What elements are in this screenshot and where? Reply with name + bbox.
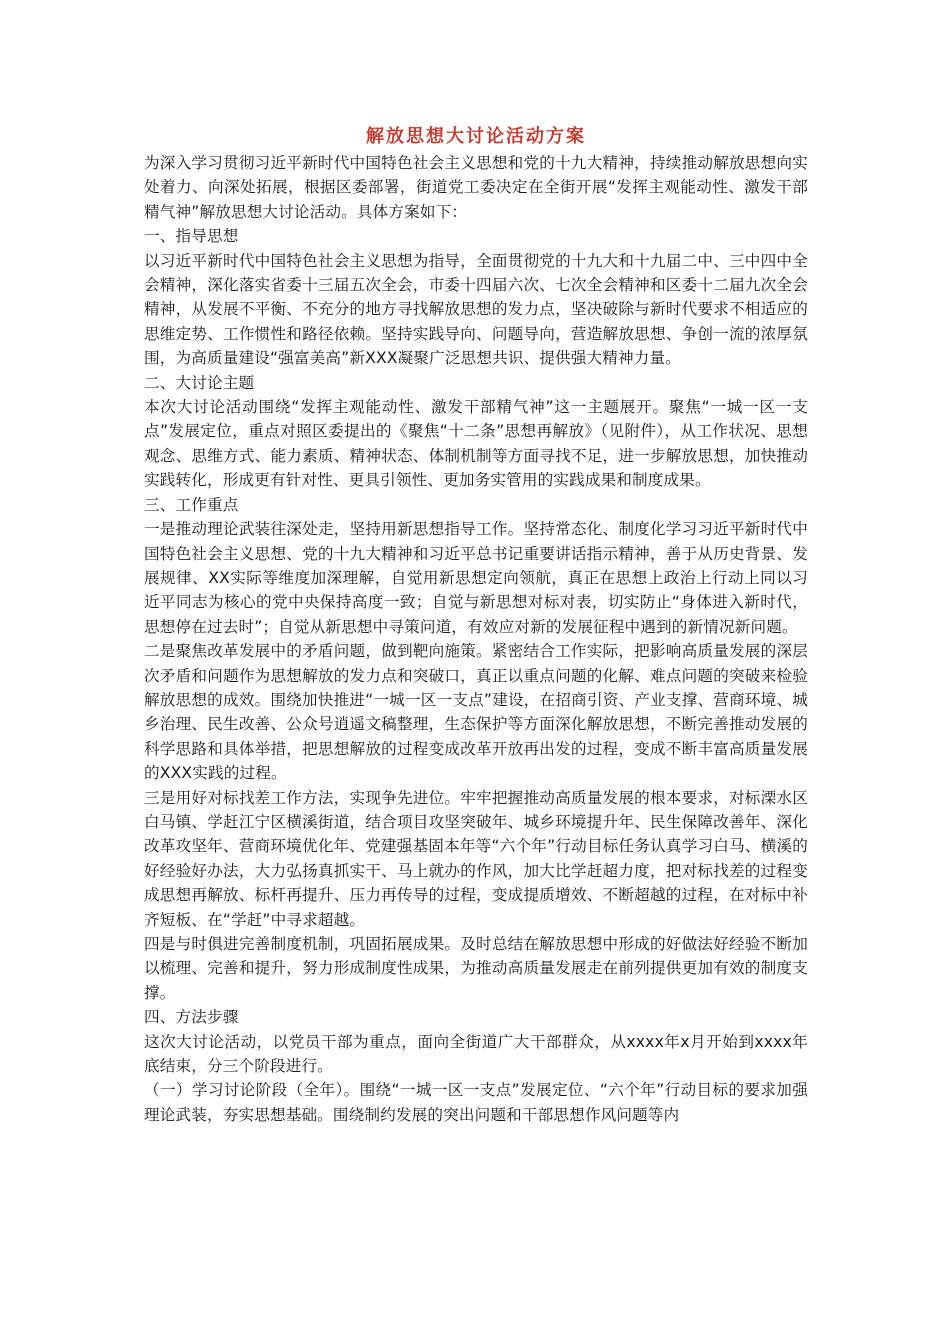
section-paragraph: 以习近平新时代中国特色社会主义思想为指导，全面贯彻党的十九大和十九届二中、三中四中全会精神，深化落实省委十三届五次全会，市委十四届六次、七次全会精神和区委十二届九次全会精神，从发展不平衡、不充分的地方寻找解放思想的发力点，坚决破除与新时代要求不相适应的思维定势、工作惯性和路径依赖。坚持实践导向、问题导向，营造解放思想、争创一流的浓厚氛围，为高质量建设“强富美高”新XXX凝聚广泛思想共识、提供强大精神力量。 [144,251,808,368]
section-method-steps [144,1005,808,1127]
intro-paragraph: 为深入学习贯彻习近平新时代中国特色社会主义思想和党的十九大精神，持续推动解放思想向实处着力、向深处拓展，根据区委部署，街道党工委决定在全街开展“发挥主观能动性、激发干部精气神”解放思想大讨论活动。具体方案如下： [144,154,808,221]
section-heading: 三、工作重点 [144,495,239,514]
section-paragraph: 三是用好对标找差工作方法，实现争先进位。牢牢把握推动高质量发展的根本要求，对标溧水区白马镇、学赶江宁区横溪街道，结合项目攻坚突破年、城乡环境提升年、民生保障改善年、深化改革攻坚年、营商环境优化年、党建强基固本年等“六个年”行动目标任务认真学习白马、横溪的好经验好办法，大力弘扬真抓实干、马上就办的作风，加大比学赶超力度，把对标找差的过程变成思想再解放、标杆再提升、压力再传导的过程，变成提质增效、不断超越的过程，在对标中补齐短板、在“学赶”中寻求超越。 [144,788,808,929]
section-paragraph: （一）学习讨论阶段（全年）。围绕“一城一区一支点”发展定位、“六个年”行动目标的要求加强理论武装，夯实思想基础。围绕制约发展的突出问题和干部思想作风问题等内 [144,1081,808,1124]
section-guiding-thought [144,224,808,370]
document-page [144,123,808,1127]
section-paragraph: 这次大讨论活动，以党员干部为重点，面向全街道广大干部群众，从xxxx年x月开始到xxxx年底结束，分三个阶段进行。 [144,1032,808,1076]
section-heading: 四、方法步骤 [144,1008,239,1027]
section-paragraph: 四是与时俱进完善制度机制，巩固拓展成果。及时总结在解放思想中形成的好做法好经验不断加以梳理、完善和提升，努力形成制度性成果，为推动高质量发展走在前列提供更加有效的制度支撑。 [144,935,808,1002]
section-heading: 二、大讨论主题 [144,373,255,392]
section-work-focus [144,493,808,1006]
section-discussion-theme [144,371,808,493]
section-heading: 一、指导思想 [144,227,239,246]
section-paragraph: 本次大讨论活动围绕“发挥主观能动性、激发干部精气神”这一主题展开。聚焦“一城一区一支点”发展定位，重点对照区委提出的《聚焦“十二条”思想再解放》（见附件），从工作状况、思想观念、思维方式、能力素质、精神状态、体制机制等方面寻找不足，进一步解放思想，加快推动实践转化，形成更有针对性、更具引领性、更加务实管用的实践成果和制度成果。 [144,398,808,490]
document-title: 解放思想大讨论活动方案 [366,126,586,147]
section-paragraph: 一是推动理论武装往深处走，坚持用新思想指导工作。坚持常态化、制度化学习习近平新时代中国特色社会主义思想、党的十九大精神和习近平总书记重要讲话指示精神，善于从历史背景、发展规律、XX实际等维度加深理解，自觉用新思想定向领航，真正在思想上政治上行动上同以习近平同志为核心的党中央保持高度一致；自觉与新思想对标对表，切实防止“身体进入新时代，思想停在过去时”；自觉从新思想中寻策问道，有效应对新的发展征程中遇到的新情况新问题。 [144,520,808,636]
section-paragraph: 二是聚焦改革发展中的矛盾问题，做到靶向施策。紧密结合工作实际，把影响高质量发展的深层次矛盾和问题作为思想解放的发力点和突破口，真正以重点问题的化解、难点问题的突破来检验解放思想的成效。围绕加快推进“一城一区一支点”建设，在招商引资、产业支撑、营商环境、城乡治理、民生改善、公众号逍遥文稿整理，生态保护等方面深化解放思想，不断完善推动发展的科学思路和具体举措，把思想解放的过程变成改革开放再出发的过程，变成不断丰富高质量发展的XXX实践的过程。 [144,642,808,783]
